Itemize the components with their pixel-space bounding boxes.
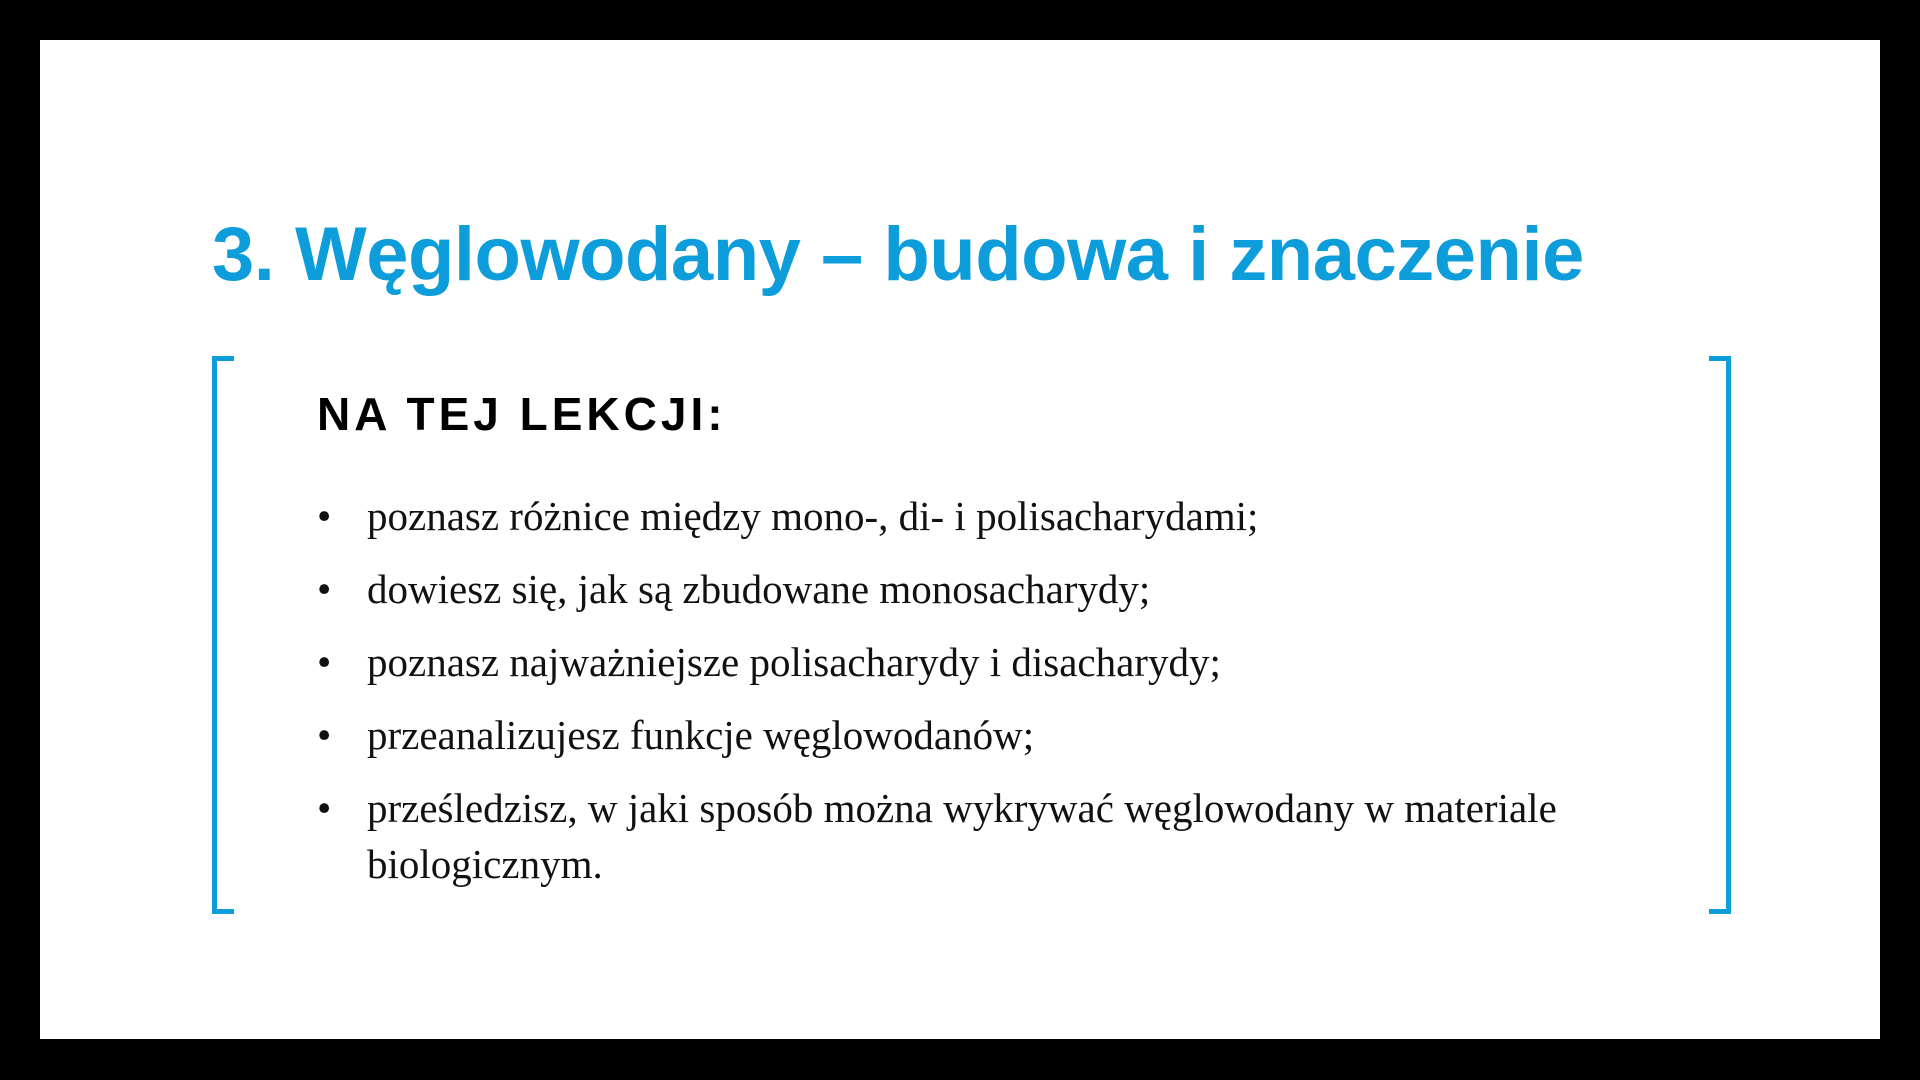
bullet-icon: • [317,566,332,612]
goal-text: poznasz różnice między mono-, di- i polisacharydami; [367,493,1259,539]
bullet-icon: • [317,639,332,685]
lesson-goals-list [317,488,1617,909]
goal-text: prześledzisz, w jaki sposób można wykrywać węglowodany w materiale biologicznym. [367,785,1557,887]
section-heading: NA TEJ LEKCJI: [317,388,727,440]
list-item [317,780,1617,892]
list-item [317,488,1617,544]
goal-text: przeanalizujesz funkcje węglowodanów; [367,712,1035,758]
goal-text: poznasz najważniejsze polisacharydy i disacharydy; [367,639,1221,685]
left-bracket-decoration [212,356,234,914]
goal-text: dowiesz się, jak są zbudowane monosacharydy; [367,566,1151,612]
list-item [317,561,1617,617]
right-bracket-decoration [1709,356,1731,914]
list-item [317,707,1617,763]
slide-title: 3. Węglowodany – budowa i znaczenie [212,212,1584,297]
bullet-icon: • [317,712,332,758]
bullet-icon: • [317,493,332,539]
slide [40,40,1880,1039]
bullet-icon: • [317,785,332,831]
list-item [317,634,1617,690]
